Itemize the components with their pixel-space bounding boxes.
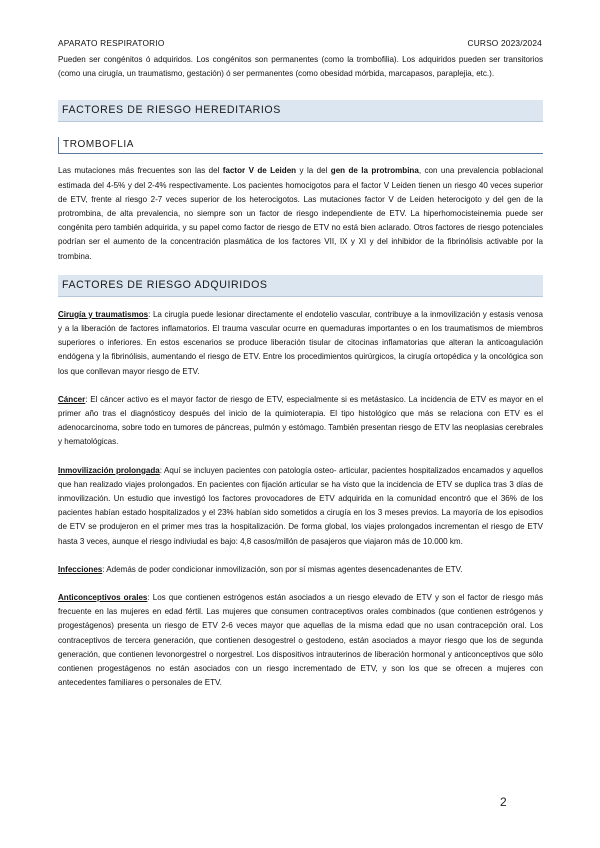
risk-item-infections: Infecciones: Además de poder condicionar inmovilización, son por sí mismas agentes desencadenantes de ETV. [58,564,463,574]
running-header [58,38,542,50]
header-course: CURSO 2023/2024 [467,38,542,48]
header-subject: APARATO RESPIRATORIO [58,38,165,48]
thrombophilia-paragraph: Las mutaciones más frecuentes son las del factor V de Leiden y la del gen de la protrombina, con una prevalencia poblacional estimada del 4-5% y del 2-4% respectivamente. Los pacientes homocigotos para el factor V Leiden tienen un riesgo 40 veces superior de ETV, frente al riesgo 2-7 veces superior de los heterocigotos. Las mutaciones factor V de Leiden heterocigoto y del gen de la protrombina, de alta prevalencia, no siempre son un factor de riesgo independiente de ETV. La hiperhomocisteinemia puede ser congénita pero también adquirida, y su papel como factor de riesgo de ETV no está bien aclarado. Otros factores de riesgo potenciales podrían ser el aumento de la concentración plasmática de los factores VII, IX y XI y del inhibidor de la fibrinólisis activable por la trombina. [58,166,543,261]
section-heading-acquired: FACTORES DE RIESGO ADQUIRIDOS [58,275,543,297]
risk-item-surgery: Cirugía y traumatismos: La cirugía puede lesionar directamente el endotelio vascular, contribuye a la inmovilización y estasis venosa y a la liberación de factores inflamatorios. El trauma vascular ocurre en quemaduras importantes o en los traumatismos de miembros superiores o inferiores. En estos escenarios se produce liberación tisular de citocinas inflamatorias que alteran la anticoagulación endógena y la fibrinólisis, aumentando el riesgo de ETV. Entre los procedimientos quirúrgicos, la cirugía ortopédica y la oncológica son los que conllevan mayor riesgo de ETV. [58,309,543,376]
page-number: 2 [500,795,507,809]
intro-paragraph: Pueden ser congénitos ó adquiridos. Los congénitos son permanentes (como la trombofilia). Los adquiridos pueden ser transitorios (como una cirugía, un traumatismo, gestación) ó ser permanentes (como obesidad mórbida, marcapasos, paraplejia, etc.). [58,55,543,79]
risk-item-immobilization: Inmovilización prolongada: Aquí se incluyen pacientes con patología osteo- articular, pacientes hospitalizados encamados y aquellos que han realizado viajes prolongados. En pacientes con fijación articular se ha visto que la incidencia de ETV se duplica tras 3 días de inmovilización. Un estudio que investigó los factores provocadores de ETV adquirida en la comunidad encontró que el 36% de los pacientes habían estado hospitalizados y el 23% habían sido sometidos a cirugía en los 3 meses previos. La mayoría de los episodios de ETV se produjeron en el primer mes tras la hospitalización. De forma global, los viajes prolongados incrementan el riesgo de ETV hasta 3 veces, aunque el riesgo indiviudal es bajo: 4,8 casos/millón de pasajeros que viajaron más de 10.000 km. [58,465,543,546]
subsection-heading-thrombophilia: TROMBOFLIA [58,137,543,154]
risk-item-oral-contraceptives: Anticonceptivos orales: Los que contienen estrógenos están asociados a un riesgo elevado de ETV y son el factor de riesgo más frecuente en las mujeres en edad fértil. Las mujeres que consumen contraceptivos orales combinados (que contienen estrógenos y progestágenos) presenta un riesgo de ETV 2-6 veces mayor que aquellas de la misma edad que no usan contracepción oral. Los contraceptivos de tercera generación, que contienen desogestrel o gestodeno, están asociados a mayor riesgo que los de segunda generación, que contienen levonorgestrel o norgestrel. Los dispositivos intrauterinos de liberación hormonal y anticonceptivos que sólo contienen progestágenos no están asociados con un riesgo incrementado de ETV, y son los que se ofrecen a mujeres con antecedentes familiares o personales de ETV. [58,593,543,688]
section-heading-hereditary: FACTORES DE RIESGO HEREDITARIOS [58,100,543,122]
risk-item-cancer: Cáncer: El cáncer activo es el mayor factor de riesgo de ETV, especialmente si es metástasico. La incidencia de ETV es mayor en el primer año tras el diagnósticoy después del inicio de la quimioterapia. El tipo histológico que más se relaciona con ETV es el adenocarcinoma, sobre todo en tumores de páncreas, pulmón y estómago. También presentan riesgo de ETV las neoplasias cerebrales y hematológicas. [58,394,543,447]
page-content [58,53,543,691]
